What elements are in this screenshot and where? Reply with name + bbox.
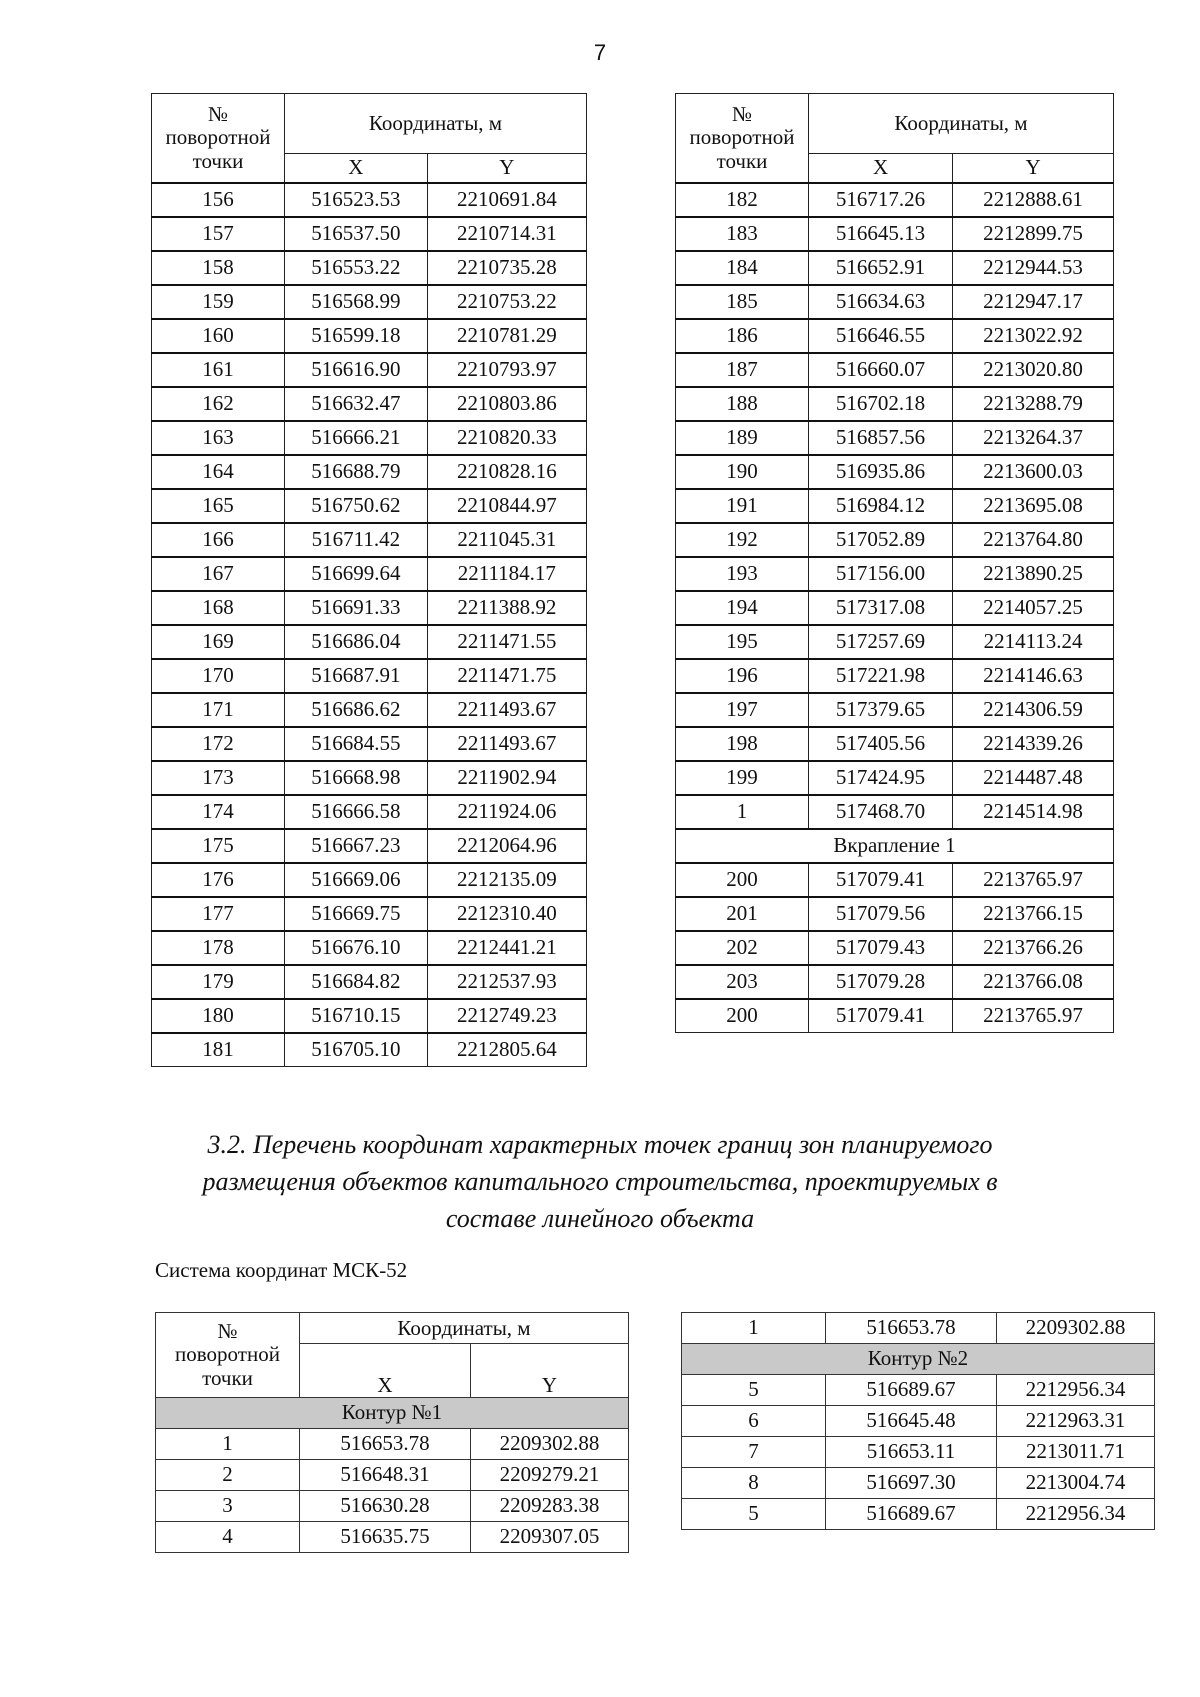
table-row (152, 863, 587, 897)
table-row (682, 1437, 1155, 1468)
y-value: 2212064.96 (427, 829, 586, 863)
point-number: 181 (152, 1033, 285, 1067)
x-value: 516666.21 (285, 421, 428, 455)
table-row (152, 591, 587, 625)
y-value: 2212537.93 (427, 965, 586, 999)
x-value: 516660.07 (809, 353, 953, 387)
point-number: 8 (682, 1468, 826, 1499)
x-value: 516666.58 (285, 795, 428, 829)
table-body (676, 183, 1114, 1033)
point-number: 196 (676, 659, 809, 693)
point-number: 188 (676, 387, 809, 421)
table-row (676, 557, 1114, 591)
point-number: 192 (676, 523, 809, 557)
page-number: 7 (593, 40, 607, 65)
point-number: 193 (676, 557, 809, 591)
y-value: 2214146.63 (953, 659, 1114, 693)
table-row (152, 353, 587, 387)
x-value: 516705.10 (285, 1033, 428, 1067)
x-value: 516537.50 (285, 217, 428, 251)
y-value: 2213020.80 (953, 353, 1114, 387)
table-row (682, 1468, 1155, 1499)
table-row (152, 183, 587, 217)
x-value: 516669.75 (285, 897, 428, 931)
y-value: 2210828.16 (427, 455, 586, 489)
coordinates-table-right (675, 93, 1114, 1033)
table-row (152, 829, 587, 863)
x-value: 517221.98 (809, 659, 953, 693)
point-number: 7 (682, 1437, 826, 1468)
header-coordinates: Координаты, м (300, 1313, 629, 1344)
table-row (676, 761, 1114, 795)
y-value: 2211902.94 (427, 761, 586, 795)
point-number: 203 (676, 965, 809, 999)
table-row (676, 965, 1114, 999)
x-value: 516653.78 (826, 1313, 997, 1344)
contour-row (156, 1398, 629, 1429)
point-number: 2 (156, 1460, 300, 1491)
table-row (152, 421, 587, 455)
x-value: 516632.47 (285, 387, 428, 421)
y-value: 2209307.05 (471, 1522, 629, 1553)
x-value: 516687.91 (285, 659, 428, 693)
y-value: 2211471.75 (427, 659, 586, 693)
x-value: 516691.33 (285, 591, 428, 625)
section-heading (150, 1126, 1050, 1237)
table-row (676, 489, 1114, 523)
y-value: 2213766.26 (953, 931, 1114, 965)
y-value: 2212135.09 (427, 863, 586, 897)
x-value: 516599.18 (285, 319, 428, 353)
point-number: 189 (676, 421, 809, 455)
contour-label: Контур №2 (682, 1344, 1155, 1375)
x-value: 516667.23 (285, 829, 428, 863)
table-row (152, 727, 587, 761)
point-number: 179 (152, 965, 285, 999)
table-row (156, 1491, 629, 1522)
y-value: 2214487.48 (953, 761, 1114, 795)
point-number: 200 (676, 863, 809, 897)
point-number: 195 (676, 625, 809, 659)
y-value: 2212749.23 (427, 999, 586, 1033)
y-value: 2212310.40 (427, 897, 586, 931)
heading-line: размещения объектов капитального строительства, проектируемых в (202, 1167, 998, 1196)
table-row (676, 727, 1114, 761)
table-row (676, 999, 1114, 1033)
y-value: 2210691.84 (427, 183, 586, 217)
y-value: 2213765.97 (953, 999, 1114, 1033)
y-value: 2209279.21 (471, 1460, 629, 1491)
table-row (152, 659, 587, 693)
y-value: 2214514.98 (953, 795, 1114, 829)
header-y: Y (427, 153, 586, 183)
table-row (682, 1313, 1155, 1344)
y-value: 2213695.08 (953, 489, 1114, 523)
table-row (152, 489, 587, 523)
point-number: 1 (676, 795, 809, 829)
y-value: 2211184.17 (427, 557, 586, 591)
y-value: 2214113.24 (953, 625, 1114, 659)
y-value: 2211924.06 (427, 795, 586, 829)
point-number: 186 (676, 319, 809, 353)
x-value: 516669.06 (285, 863, 428, 897)
point-number: 180 (152, 999, 285, 1033)
y-value: 2213765.97 (953, 863, 1114, 897)
y-value: 2213022.92 (953, 319, 1114, 353)
point-number: 187 (676, 353, 809, 387)
table-row (152, 217, 587, 251)
x-value: 517468.70 (809, 795, 953, 829)
table-row (676, 625, 1114, 659)
x-value: 516646.55 (809, 319, 953, 353)
point-number: 1 (156, 1429, 300, 1460)
table-row (676, 591, 1114, 625)
heading-line: составе линейного объекта (445, 1204, 755, 1233)
y-value: 2212441.21 (427, 931, 586, 965)
point-number: 200 (676, 999, 809, 1033)
y-value: 2213264.37 (953, 421, 1114, 455)
point-number: 191 (676, 489, 809, 523)
x-value: 516689.67 (826, 1375, 997, 1406)
table-body (152, 183, 587, 1067)
table-row (676, 795, 1114, 829)
table-row (152, 523, 587, 557)
section-label: Вкрапление 1 (676, 829, 1114, 863)
table-row (152, 761, 587, 795)
point-number: 1 (682, 1313, 826, 1344)
y-value: 2210793.97 (427, 353, 586, 387)
heading-line: 3.2. Перечень координат характерных точек границ зон планируемого (207, 1130, 993, 1159)
y-value: 2209302.88 (997, 1313, 1155, 1344)
point-number: 182 (676, 183, 809, 217)
x-value: 516652.91 (809, 251, 953, 285)
x-value: 516648.31 (300, 1460, 471, 1491)
table-row (152, 557, 587, 591)
y-value: 2210781.29 (427, 319, 586, 353)
y-value: 2214057.25 (953, 591, 1114, 625)
x-value: 517156.00 (809, 557, 953, 591)
header-point-number: № поворотной точки (676, 94, 809, 184)
table-row (152, 319, 587, 353)
header-y: Y (471, 1344, 629, 1398)
point-number: 158 (152, 251, 285, 285)
point-number: 164 (152, 455, 285, 489)
table-row (152, 625, 587, 659)
table-row (676, 931, 1114, 965)
y-value: 2212947.17 (953, 285, 1114, 319)
x-value: 517079.41 (809, 863, 953, 897)
header-point-number: № поворотной точки (152, 94, 285, 184)
point-number: 185 (676, 285, 809, 319)
x-value: 516668.98 (285, 761, 428, 795)
table-row (152, 1033, 587, 1067)
table-row (682, 1375, 1155, 1406)
x-value: 516710.15 (285, 999, 428, 1033)
table-row (676, 523, 1114, 557)
y-value: 2210844.97 (427, 489, 586, 523)
x-value: 517079.41 (809, 999, 953, 1033)
header-x: X (285, 153, 428, 183)
x-value: 517079.43 (809, 931, 953, 965)
point-number: 178 (152, 931, 285, 965)
header-point-number: № поворотной точки (156, 1313, 300, 1398)
x-value: 516645.48 (826, 1406, 997, 1437)
point-number: 201 (676, 897, 809, 931)
point-number: 160 (152, 319, 285, 353)
point-number: 190 (676, 455, 809, 489)
point-number: 167 (152, 557, 285, 591)
y-value: 2213766.15 (953, 897, 1114, 931)
table-row (676, 285, 1114, 319)
contour-label: Контур №1 (156, 1398, 629, 1429)
x-value: 516711.42 (285, 523, 428, 557)
table-row (676, 693, 1114, 727)
header-x: X (809, 153, 953, 183)
table-row (676, 251, 1114, 285)
header-y: Y (953, 153, 1114, 183)
point-number: 168 (152, 591, 285, 625)
x-value: 517379.65 (809, 693, 953, 727)
table-row (676, 319, 1114, 353)
point-number: 162 (152, 387, 285, 421)
point-number: 170 (152, 659, 285, 693)
point-number: 159 (152, 285, 285, 319)
x-value: 516702.18 (809, 387, 953, 421)
table-row (156, 1429, 629, 1460)
table-row (682, 1499, 1155, 1530)
point-number: 165 (152, 489, 285, 523)
x-value: 516553.22 (285, 251, 428, 285)
table-row (152, 999, 587, 1033)
x-value: 517405.56 (809, 727, 953, 761)
y-value: 2213600.03 (953, 455, 1114, 489)
header-x: X (300, 1344, 471, 1398)
point-number: 198 (676, 727, 809, 761)
point-number: 156 (152, 183, 285, 217)
y-value: 2214339.26 (953, 727, 1114, 761)
table-row (676, 353, 1114, 387)
point-number: 194 (676, 591, 809, 625)
header-coordinates: Координаты, м (809, 94, 1114, 154)
table-body (156, 1398, 629, 1553)
table-row (676, 863, 1114, 897)
point-number: 177 (152, 897, 285, 931)
x-value: 517079.56 (809, 897, 953, 931)
point-number: 199 (676, 761, 809, 795)
y-value: 2213288.79 (953, 387, 1114, 421)
x-value: 516697.30 (826, 1468, 997, 1499)
x-value: 516523.53 (285, 183, 428, 217)
x-value: 517052.89 (809, 523, 953, 557)
y-value: 2213766.08 (953, 965, 1114, 999)
x-value: 516750.62 (285, 489, 428, 523)
point-number: 202 (676, 931, 809, 965)
x-value: 517317.08 (809, 591, 953, 625)
y-value: 2213890.25 (953, 557, 1114, 591)
table-row (676, 183, 1114, 217)
x-value: 516684.55 (285, 727, 428, 761)
point-number: 5 (682, 1499, 826, 1530)
x-value: 516616.90 (285, 353, 428, 387)
section-row (676, 829, 1114, 863)
x-value: 517079.28 (809, 965, 953, 999)
table-body (682, 1313, 1155, 1530)
y-value: 2211493.67 (427, 727, 586, 761)
x-value: 516684.82 (285, 965, 428, 999)
x-value: 516686.62 (285, 693, 428, 727)
x-value: 516688.79 (285, 455, 428, 489)
y-value: 2212956.34 (997, 1499, 1155, 1530)
point-number: 163 (152, 421, 285, 455)
y-value: 2212805.64 (427, 1033, 586, 1067)
table-row (676, 897, 1114, 931)
point-number: 157 (152, 217, 285, 251)
y-value: 2209302.88 (471, 1429, 629, 1460)
y-value: 2211471.55 (427, 625, 586, 659)
y-value: 2212899.75 (953, 217, 1114, 251)
x-value: 516653.11 (826, 1437, 997, 1468)
y-value: 2212944.53 (953, 251, 1114, 285)
x-value: 517424.95 (809, 761, 953, 795)
table-row (152, 387, 587, 421)
point-number: 175 (152, 829, 285, 863)
point-number: 174 (152, 795, 285, 829)
point-number: 169 (152, 625, 285, 659)
point-number: 176 (152, 863, 285, 897)
point-number: 171 (152, 693, 285, 727)
x-value: 516984.12 (809, 489, 953, 523)
point-number: 173 (152, 761, 285, 795)
point-number: 4 (156, 1522, 300, 1553)
y-value: 2213011.71 (997, 1437, 1155, 1468)
table-row (676, 217, 1114, 251)
x-value: 516645.13 (809, 217, 953, 251)
point-number: 166 (152, 523, 285, 557)
x-value: 516635.75 (300, 1522, 471, 1553)
point-number: 3 (156, 1491, 300, 1522)
contour-table-left (155, 1312, 629, 1553)
point-number: 183 (676, 217, 809, 251)
y-value: 2213004.74 (997, 1468, 1155, 1499)
y-value: 2213764.80 (953, 523, 1114, 557)
table-row (152, 251, 587, 285)
y-value: 2209283.38 (471, 1491, 629, 1522)
contour-table-right (681, 1312, 1155, 1530)
y-value: 2212963.31 (997, 1406, 1155, 1437)
table-row (682, 1406, 1155, 1437)
y-value: 2211493.67 (427, 693, 586, 727)
x-value: 516935.86 (809, 455, 953, 489)
table-row (152, 795, 587, 829)
table-row (156, 1522, 629, 1553)
y-value: 2210803.86 (427, 387, 586, 421)
contour-row (682, 1344, 1155, 1375)
x-value: 516699.64 (285, 557, 428, 591)
y-value: 2212888.61 (953, 183, 1114, 217)
y-value: 2210714.31 (427, 217, 586, 251)
x-value: 516717.26 (809, 183, 953, 217)
point-number: 161 (152, 353, 285, 387)
table-row (152, 931, 587, 965)
table-row (676, 387, 1114, 421)
y-value: 2211045.31 (427, 523, 586, 557)
point-number: 197 (676, 693, 809, 727)
table-row (152, 693, 587, 727)
coordinate-system-label: Система координат МСК-52 (155, 1258, 408, 1282)
y-value: 2212956.34 (997, 1375, 1155, 1406)
y-value: 2214306.59 (953, 693, 1114, 727)
point-number: 184 (676, 251, 809, 285)
x-value: 516653.78 (300, 1429, 471, 1460)
table-row (152, 455, 587, 489)
x-value: 516568.99 (285, 285, 428, 319)
x-value: 516857.56 (809, 421, 953, 455)
y-value: 2210820.33 (427, 421, 586, 455)
point-number: 6 (682, 1406, 826, 1437)
table-row (676, 421, 1114, 455)
table-row (156, 1460, 629, 1491)
table-row (152, 897, 587, 931)
y-value: 2210735.28 (427, 251, 586, 285)
x-value: 517257.69 (809, 625, 953, 659)
x-value: 516689.67 (826, 1499, 997, 1530)
table-row (152, 965, 587, 999)
y-value: 2210753.22 (427, 285, 586, 319)
table-row (676, 455, 1114, 489)
table-row (152, 285, 587, 319)
table-row (676, 659, 1114, 693)
header-coordinates: Координаты, м (285, 94, 587, 154)
x-value: 516676.10 (285, 931, 428, 965)
point-number: 5 (682, 1375, 826, 1406)
x-value: 516630.28 (300, 1491, 471, 1522)
coordinates-table-left (151, 93, 587, 1067)
y-value: 2211388.92 (427, 591, 586, 625)
x-value: 516686.04 (285, 625, 428, 659)
x-value: 516634.63 (809, 285, 953, 319)
point-number: 172 (152, 727, 285, 761)
